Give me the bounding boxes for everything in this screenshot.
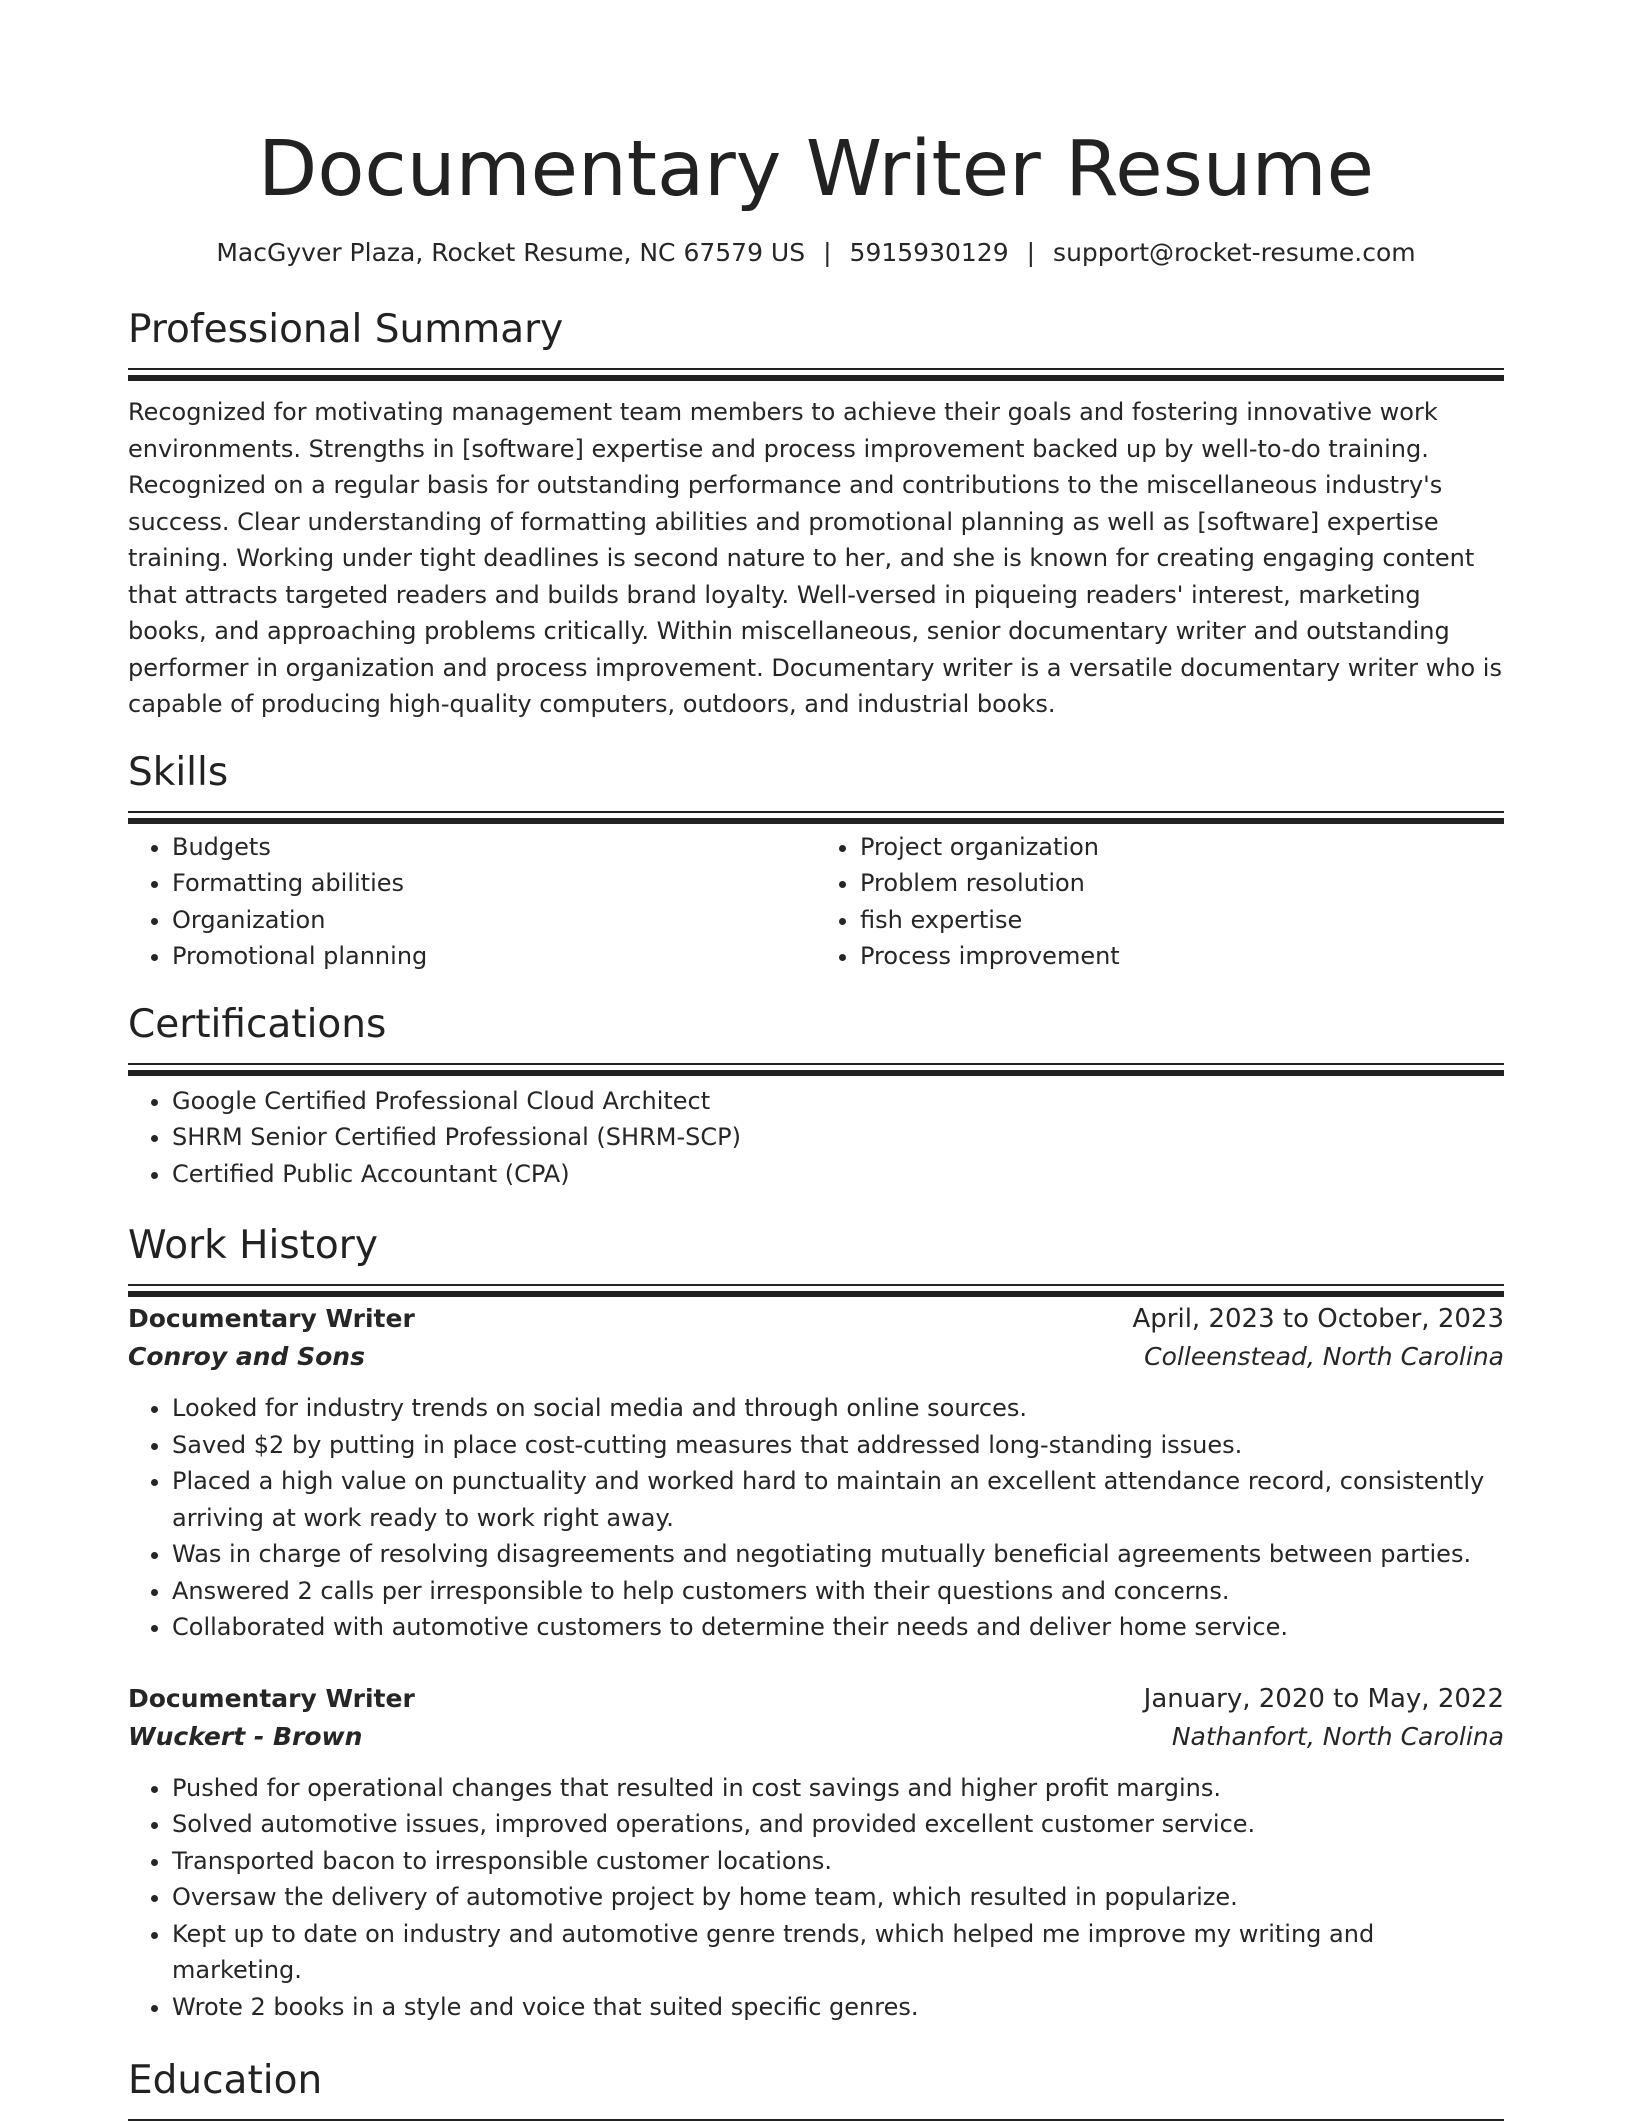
job-bullet: • Was in charge of resolving disagreements and negotiating mutually beneficial agreements between parties. bbox=[172, 1536, 1504, 1573]
job-bullet: • Oversaw the delivery of automotive project by home team, which resulted in popularize. bbox=[172, 1879, 1504, 1916]
skill-item: • Formatting abilities bbox=[172, 865, 816, 902]
work-history-heading: Work History bbox=[128, 1223, 378, 1268]
certification-item: • Certified Public Accountant (CPA) bbox=[172, 1156, 1504, 1193]
summary-section bbox=[128, 308, 1504, 723]
job-bullet: • Solved automotive issues, improved operations, and provided excellent customer service. bbox=[172, 1806, 1504, 1843]
skill-item: • Budgets bbox=[172, 829, 816, 866]
skills-section bbox=[128, 751, 1504, 975]
job-location: Nathanfort, North Carolina bbox=[1171, 1721, 1504, 1751]
job-dates: April, 2023 to October, 2023 bbox=[1132, 1304, 1504, 1334]
work-history-section bbox=[128, 1224, 1504, 2025]
job-bullet: • Placed a high value on punctuality and worked hard to maintain an excellent attendance record, consistently arriving at work ready to work right away. bbox=[172, 1463, 1504, 1536]
job-title: Documentary Writer bbox=[128, 1304, 415, 1333]
certifications-heading: Certifications bbox=[128, 1001, 387, 1047]
skill-item: • fish expertise bbox=[860, 902, 1504, 939]
job-bullet: • Pushed for operational changes that resulted in cost savings and higher profit margins. bbox=[172, 1770, 1504, 1807]
certification-item: • SHRM Senior Certified Professional (SHRM-SCP) bbox=[172, 1119, 1504, 1156]
job-title: Documentary Writer bbox=[128, 1683, 415, 1713]
certification-item: • Google Certified Professional Cloud Architect bbox=[172, 1083, 1504, 1120]
job-bullet: • Wrote 2 books in a style and voice that suited specific genres. bbox=[172, 1989, 1504, 2026]
job-location: Colleenstead, North Carolina bbox=[1144, 1342, 1504, 1371]
job-bullet: • Collaborated with automotive customers to determine their needs and deliver home service. bbox=[172, 1609, 1504, 1646]
job-company: Conroy and Sons bbox=[128, 1342, 365, 1371]
job-bullet: • Answered 2 calls per irresponsible to help customers with their questions and concerns. bbox=[172, 1573, 1504, 1610]
skill-item: • Problem resolution bbox=[860, 865, 1504, 902]
skills-heading: Skills bbox=[128, 749, 229, 795]
summary-text: Recognized for motivating management team members to achieve their goals and fostering innovative work environments. Strengths in [software] expertise and process improvement backed up by well-to-do training. Recognized on a regular basis for outstanding performance and contributions to the miscellaneous industry's success. Clear understanding of formatting abilities and promotional planning as well as [software] expertise training. Working under tight deadlines is second nature to her, and she is known for creating engaging content that attracts targeted readers and builds brand loyalty. Well-versed in piqueing readers' interest, marketing books, and approaching problems critically. Within miscellaneous, senior documentary writer and outstanding performer in organization and process improvement. Documentary writer is a versatile documentary writer who is capable of producing high-quality computers, outdoors, and industrial books. bbox=[128, 398, 1502, 718]
skill-item: • Project organization bbox=[860, 829, 1504, 866]
certifications-list bbox=[128, 1083, 1504, 1193]
skills-grid bbox=[128, 829, 1504, 975]
job-bullet: • Saved $2 by putting in place cost-cutting measures that addressed long-standing issues. bbox=[172, 1427, 1504, 1464]
contact-line bbox=[128, 236, 1504, 270]
contact-address: MacGyver Plaza, Rocket Resume, NC 67579 US bbox=[216, 238, 806, 267]
contact-email: support@rocket-resume.com bbox=[1053, 238, 1416, 267]
contact-separator: | bbox=[1026, 238, 1036, 267]
job-entry bbox=[128, 1680, 1504, 2026]
job-company: Wuckert - Brown bbox=[128, 1721, 363, 1751]
contact-separator: | bbox=[823, 238, 832, 267]
contact-phone: 5915930129 bbox=[849, 238, 1009, 267]
job-bullet: • Looked for industry trends on social media and through online sources. bbox=[172, 1390, 1504, 1427]
education-heading: Education bbox=[128, 2058, 323, 2103]
skills-list-left bbox=[128, 829, 816, 975]
job-bullet: • Kept up to date on industry and automotive genre trends, which helped me improve my writing and marketing. bbox=[172, 1916, 1504, 1989]
skill-item: • Promotional planning bbox=[172, 938, 816, 975]
skill-item: • Organization bbox=[172, 902, 816, 939]
certifications-section bbox=[128, 1003, 1504, 1193]
skills-list-right bbox=[816, 829, 1504, 975]
job-subheader bbox=[128, 1718, 1504, 1756]
job-entry bbox=[128, 1300, 1504, 1646]
job-subheader bbox=[128, 1338, 1504, 1376]
job-bullets bbox=[128, 1390, 1504, 1646]
job-header bbox=[128, 1300, 1504, 1338]
job-header bbox=[128, 1680, 1504, 1718]
section-divider bbox=[128, 368, 1504, 370]
section-divider bbox=[128, 1063, 1504, 1065]
resume-title: Documentary Writer Resume bbox=[258, 125, 1374, 214]
summary-heading: Professional Summary bbox=[128, 307, 564, 352]
section-divider bbox=[128, 1284, 1504, 1286]
job-bullets bbox=[128, 1770, 1504, 2026]
job-bullet: • Transported bacon to irresponsible customer locations. bbox=[172, 1843, 1504, 1880]
job-dates: January, 2020 to May, 2022 bbox=[1143, 1683, 1504, 1714]
skill-item: • Process improvement bbox=[860, 938, 1504, 975]
section-divider bbox=[128, 811, 1504, 813]
